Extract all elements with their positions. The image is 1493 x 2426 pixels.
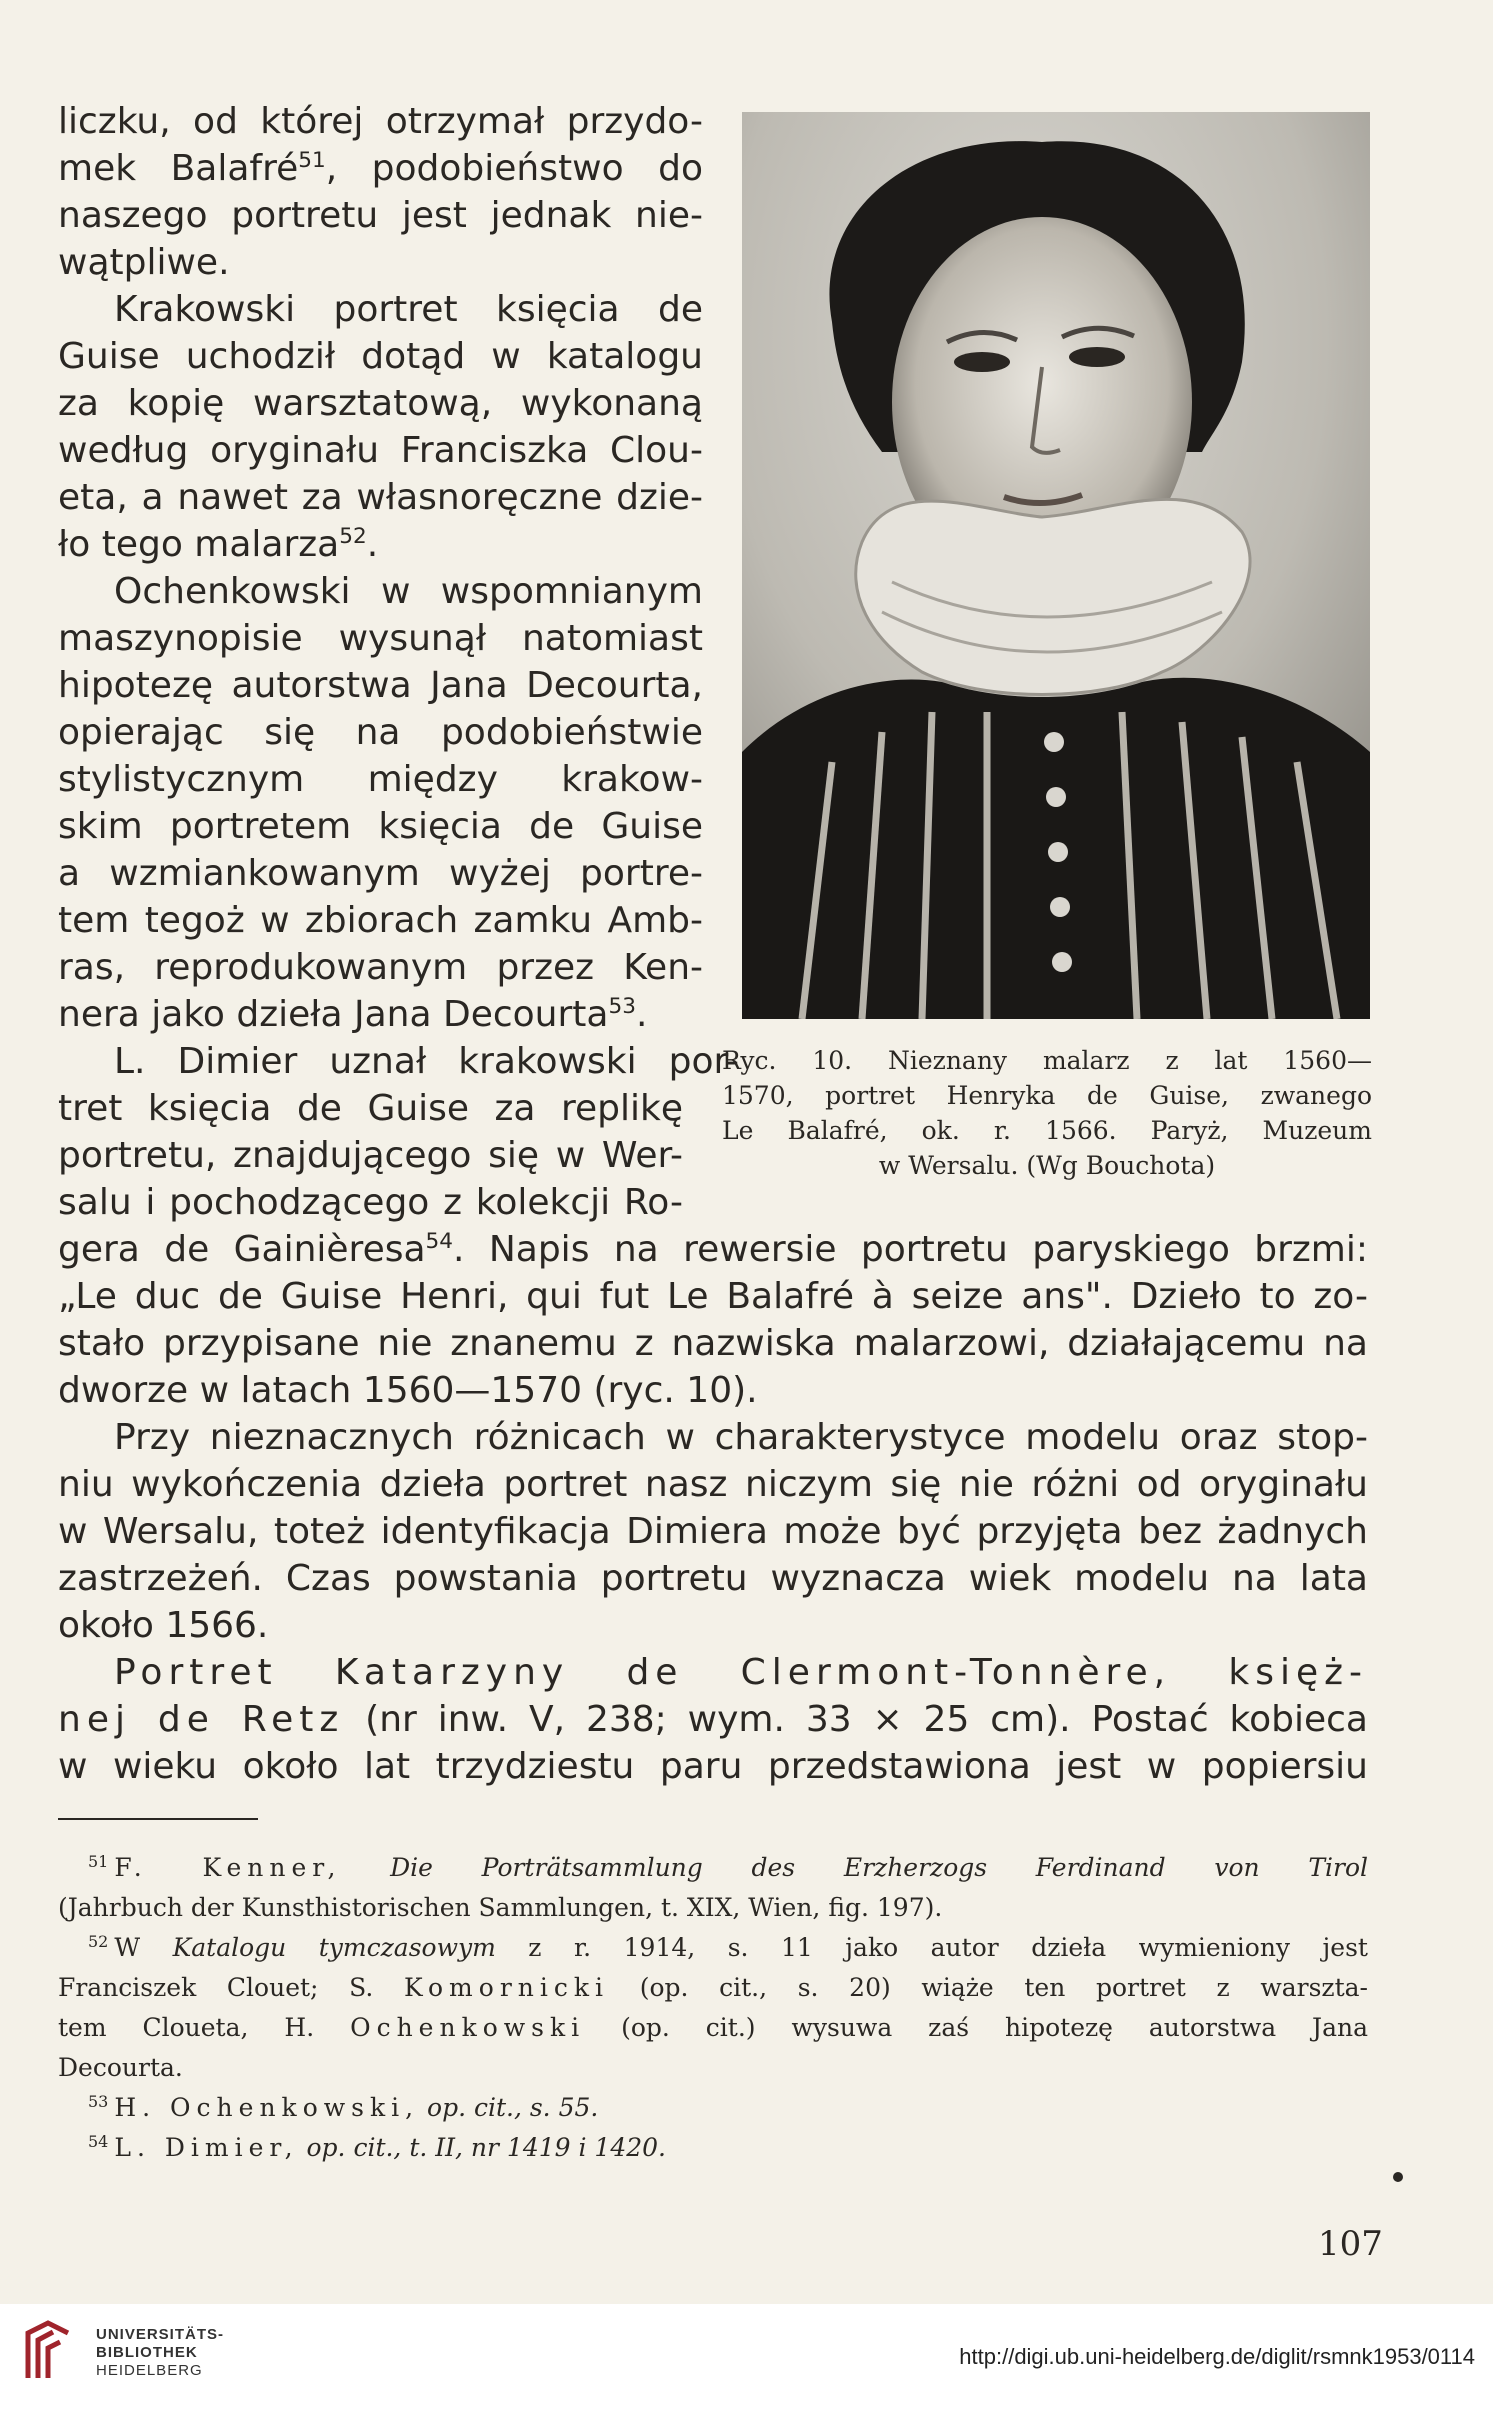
text-line: Portret Katarzyny de Clermont-Tonnère, księż- — [114, 1652, 1368, 1693]
caption-line: w Wersalu. (Wg Bouchota) — [878, 1151, 1216, 1180]
text-line: Krakowski portret księcia de — [114, 289, 703, 330]
footnote-rule — [58, 1818, 258, 1820]
text-line: dworze w latach 1560—1570 (ryc. 10). — [58, 1370, 758, 1411]
text-line: hipotezę autorstwa Jana Decourta, — [58, 665, 703, 706]
source-url-link[interactable]: http://digi.ub.uni-heidelberg.de/diglit/rsmnk1953/0114 — [959, 2344, 1475, 2369]
portrait-image — [742, 112, 1370, 1019]
text-line: skim portretem księcia de Guise — [58, 806, 703, 847]
text-line: tret księcia de Guise za replikę — [58, 1088, 683, 1129]
footnote-51: $^{51}$ F. Kenner, Die Porträtsammlung des Erzherzogs Ferdinand von Tirol — [88, 1851, 1368, 1882]
text-line: ło tego malarza$^{52}$. — [58, 524, 379, 565]
figure-caption — [722, 1043, 1372, 1183]
text-line: stylistycznym między krakow- — [58, 759, 703, 800]
text-line: opierając się na podobieństwie — [58, 712, 703, 753]
text-line: zastrzeżeń. Czas powstania portretu wyznacza wiek modelu na lata — [58, 1558, 1368, 1599]
footnote-52-cont: Decourta. — [58, 2053, 183, 2082]
text-line: Przy nieznacznych różnicach w charakterystyce modelu oraz stop- — [114, 1417, 1368, 1458]
text-line: w wieku około lat trzydziestu paru przedstawiona jest w popiersiu — [58, 1746, 1368, 1787]
text-line: portretu, znajdującego się w Wer- — [58, 1135, 683, 1176]
text-line: „Le duc de Guise Henri, qui fut Le Balafré à seize ans". Dzieło to zo- — [58, 1276, 1368, 1317]
text-line: ras, reprodukowanym przez Ken- — [58, 947, 703, 988]
footnote-51-cont: (Jahrbuch der Kunsthistorischen Sammlungen, t. XIX, Wien, fig. 197). — [58, 1893, 943, 1922]
footnote-54: $^{54}$ L. Dimier, op. cit., t. II, nr 1419 i 1420. — [88, 2131, 666, 2162]
text-line: Ochenkowski w wspomnianym — [114, 571, 703, 612]
text-line: za kopię warsztatową, wykonaną — [58, 383, 703, 424]
footnote-52-cont: tem Cloueta, H. Ochenkowski (op. cit.) wysuwa zaś hipotezę autorstwa Jana — [58, 2013, 1368, 2042]
footnote-52-cont: Franciszek Clouet; S. Komornicki (op. cit., s. 20) wiąże ten portret z warszta- — [58, 1973, 1368, 2002]
text-line: według oryginału Franciszka Clou- — [58, 430, 703, 471]
page-number: 107 — [1318, 2224, 1383, 2264]
footnote-53: $^{53}$ H. Ochenkowski, op. cit., s. 55. — [88, 2091, 599, 2122]
portrait-figure — [742, 112, 1370, 1019]
caption-line: Le Balafré, ok. r. 1566. Paryż, Muzeum — [722, 1116, 1372, 1145]
text-line: L. Dimier uznał krakowski por- — [114, 1041, 739, 1082]
caption-line: Ryc. 10. Nieznany malarz z lat 1560— — [722, 1046, 1372, 1075]
text-line: nera jako dzieła Jana Decourta$^{53}$. — [58, 994, 648, 1035]
text-line: liczku, od której otrzymał przydo- — [58, 101, 703, 142]
footnote-52: $^{52}$ W Katalogu tymczasowym z r. 1914, s. 11 jako autor dzieła wymieniony jest — [88, 1931, 1368, 1962]
text-line: eta, a nawet za własnoręczne dzie- — [58, 477, 703, 518]
text-line: tem tegoż w zbiorach zamku Amb- — [58, 900, 703, 941]
main-column-text — [58, 98, 739, 1226]
library-name: UNIVERSITÄTS- BIBLIOTHEK HEIDELBERG — [96, 2326, 225, 2379]
text-line: maszynopisie wysunął natomiast — [58, 618, 703, 659]
text-line: około 1566. — [58, 1605, 269, 1646]
margin-dot — [1393, 2172, 1403, 2182]
text-line: nej de Retz (nr inw. V, 238; wym. 33 × 25 cm). Postać kobieca — [58, 1699, 1368, 1740]
caption-line: 1570, portret Henryka de Guise, zwanego — [722, 1081, 1372, 1110]
text-line: mek Balafré$^{51}$, podobieństwo do — [58, 148, 703, 189]
text-line: salu i pochodzącego z kolekcji Ro- — [58, 1182, 683, 1223]
text-line: w Wersalu, toteż identyfikacja Dimiera może być przyjęta bez żadnych — [58, 1511, 1368, 1552]
text-line: niu wykończenia dzieła portret nasz niczym się nie różni od oryginału — [58, 1464, 1368, 1505]
text-line: stało przypisane nie znanemu z nazwiska malarzowi, działającemu na — [58, 1323, 1368, 1364]
digitization-footer — [0, 2304, 1493, 2426]
text-line: gera de Gainièresa$^{54}$. Napis na rewersie portretu paryskiego brzmi: — [58, 1229, 1368, 1270]
footnotes — [58, 1848, 1368, 2168]
text-line: a wzmiankowanym wyżej portre- — [58, 853, 703, 894]
text-line: naszego portretu jest jednak nie- — [58, 195, 703, 236]
full-width-text — [58, 1226, 1368, 1790]
text-line: Guise uchodził dotąd w katalogu — [58, 336, 703, 377]
text-line: wątpliwe. — [58, 242, 230, 283]
library-logo-icon — [18, 2318, 78, 2388]
